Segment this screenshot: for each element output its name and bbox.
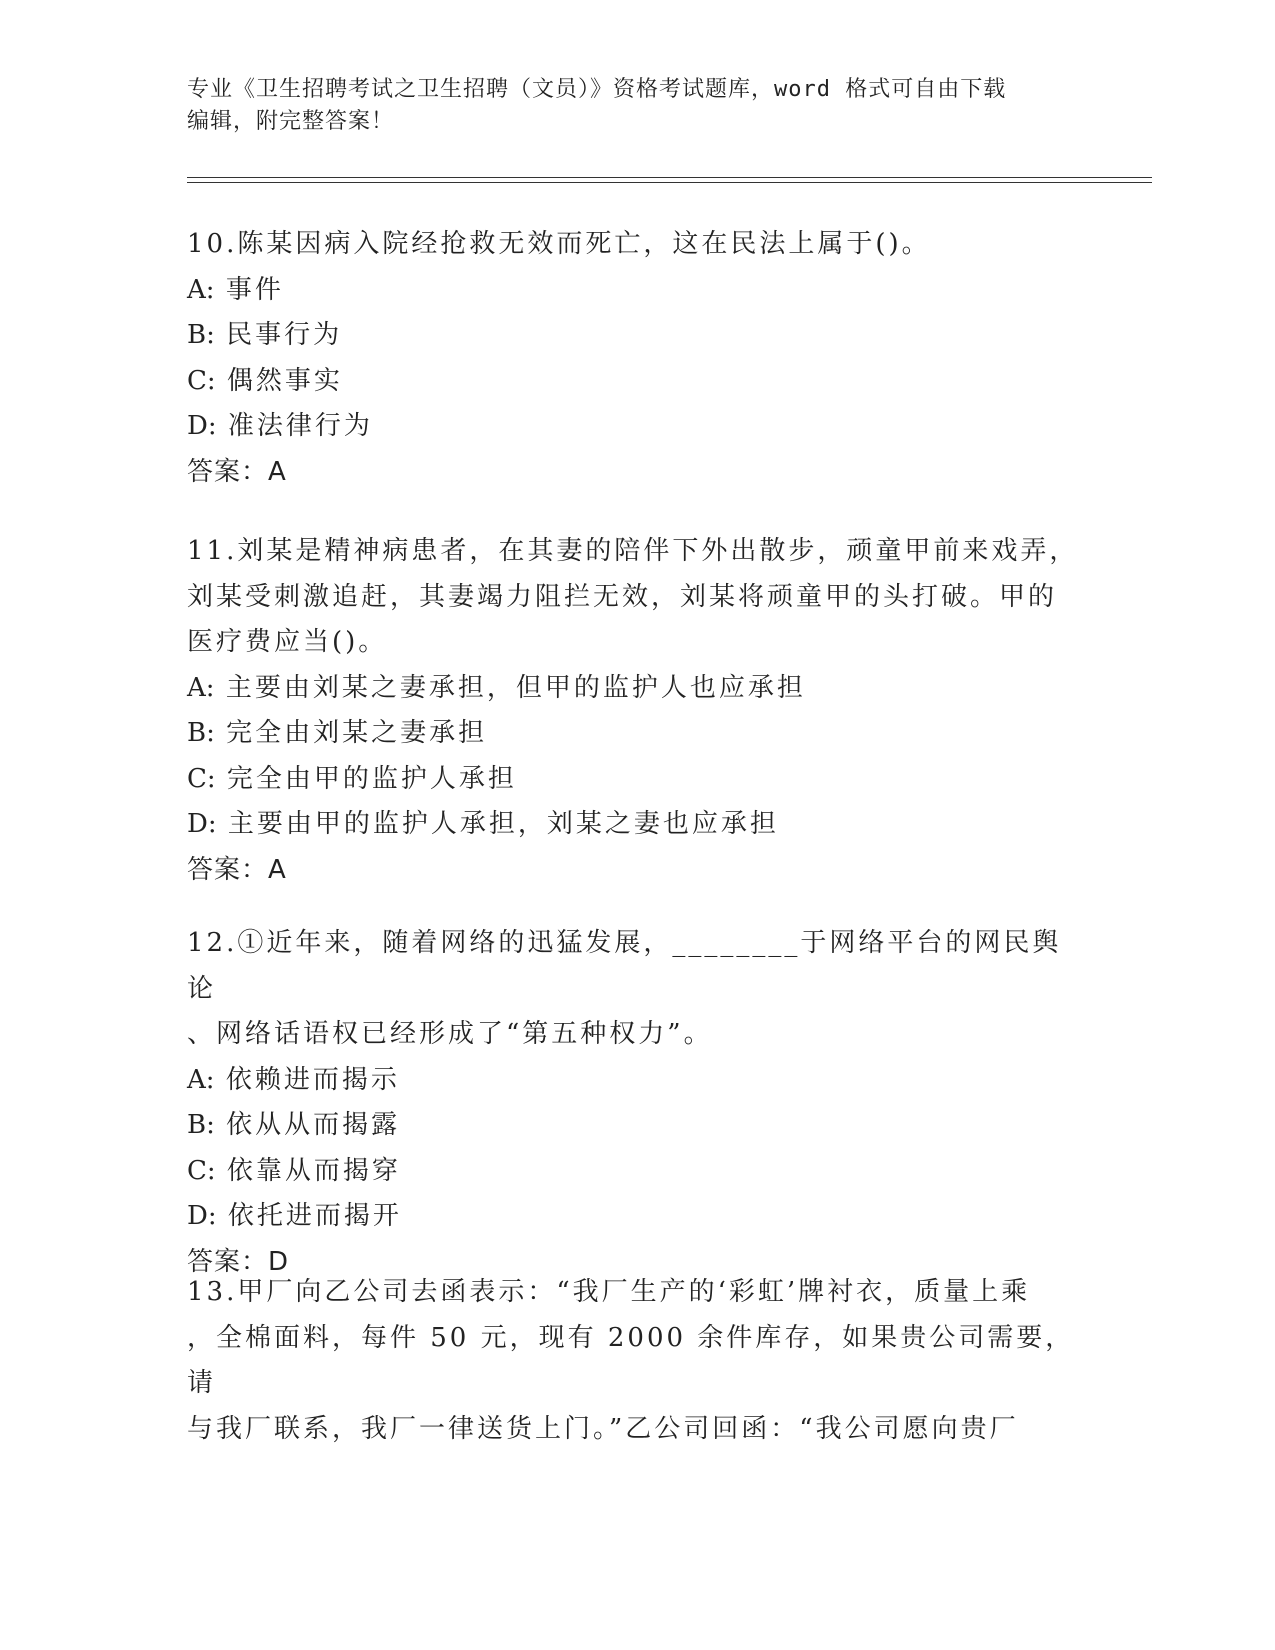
option-d: D: 准法律行为 (187, 411, 373, 441)
question-stem-line-2: 刘某受刺激追赶，其妻竭力阻拦无效，刘某将顽童甲的头打破。甲的 (187, 581, 1058, 612)
question-stem-line-3: 与我厂联系，我厂一律送货上门。”乙公司回函：“我公司愿向贵厂 (187, 1413, 1019, 1444)
option-b: B: 依从从而揭露 (187, 1110, 401, 1140)
question-stem-line-1: 12.①近年来，随着网络的迅猛发展，________于网络平台的网民舆论 (187, 928, 1062, 1004)
header-line-2: 编辑，附完整答案！ (187, 109, 395, 134)
header-divider-bottom (187, 182, 1152, 183)
option-a: A: 依赖进而揭示 (187, 1064, 400, 1095)
question-stem: 10.陈某因病入院经抢救无效而死亡，这在民法上属于()。 (187, 229, 931, 259)
question-10 (187, 222, 1087, 495)
option-c: C: 完全由甲的监护人承担 (187, 763, 517, 794)
answer: 答案：A (187, 854, 287, 885)
question-stem-line-1: 13.甲厂向乙公司去函表示：“我厂生产的‘彩虹’牌衬衣，质量上乘 (187, 1277, 1031, 1307)
option-b: B: 民事行为 (187, 320, 343, 350)
option-a: A: 事件 (187, 274, 284, 305)
question-stem-line-2: 、网络话语权已经形成了“第五种权力”。 (187, 1019, 713, 1049)
question-stem-line-1: 11.刘某是精神病患者，在其妻的陪伴下外出散步，顽童甲前来戏弄， (187, 536, 1079, 566)
option-d: D: 依托进而揭开 (187, 1201, 402, 1231)
option-a: A: 主要由刘某之妻承担，但甲的监护人也应承担 (187, 672, 806, 703)
question-11 (187, 529, 1087, 893)
option-b: B: 完全由刘某之妻承担 (187, 718, 488, 748)
option-c: C: 依靠从而揭穿 (187, 1155, 401, 1186)
question-stem-line-3: 医疗费应当()。 (187, 627, 388, 657)
option-c: C: 偶然事实 (187, 365, 343, 396)
header-divider-top (187, 177, 1152, 178)
answer: 答案：A (187, 456, 287, 487)
option-d: D: 主要由甲的监护人承担，刘某之妻也应承担 (187, 809, 779, 839)
header-line-1: 专业《卫生招聘考试之卫生招聘（文员）》资格考试题库，word 格式可自由下载 (187, 77, 1007, 102)
question-13 (187, 1270, 1087, 1452)
question-stem-line-2: ，全棉面料，每件 50 元，现有 2000 余件库存，如果贵公司需要，请 (187, 1322, 1075, 1398)
document-header (187, 74, 1087, 138)
question-12 (187, 921, 1087, 1285)
answer: 答案：D (187, 1246, 290, 1277)
